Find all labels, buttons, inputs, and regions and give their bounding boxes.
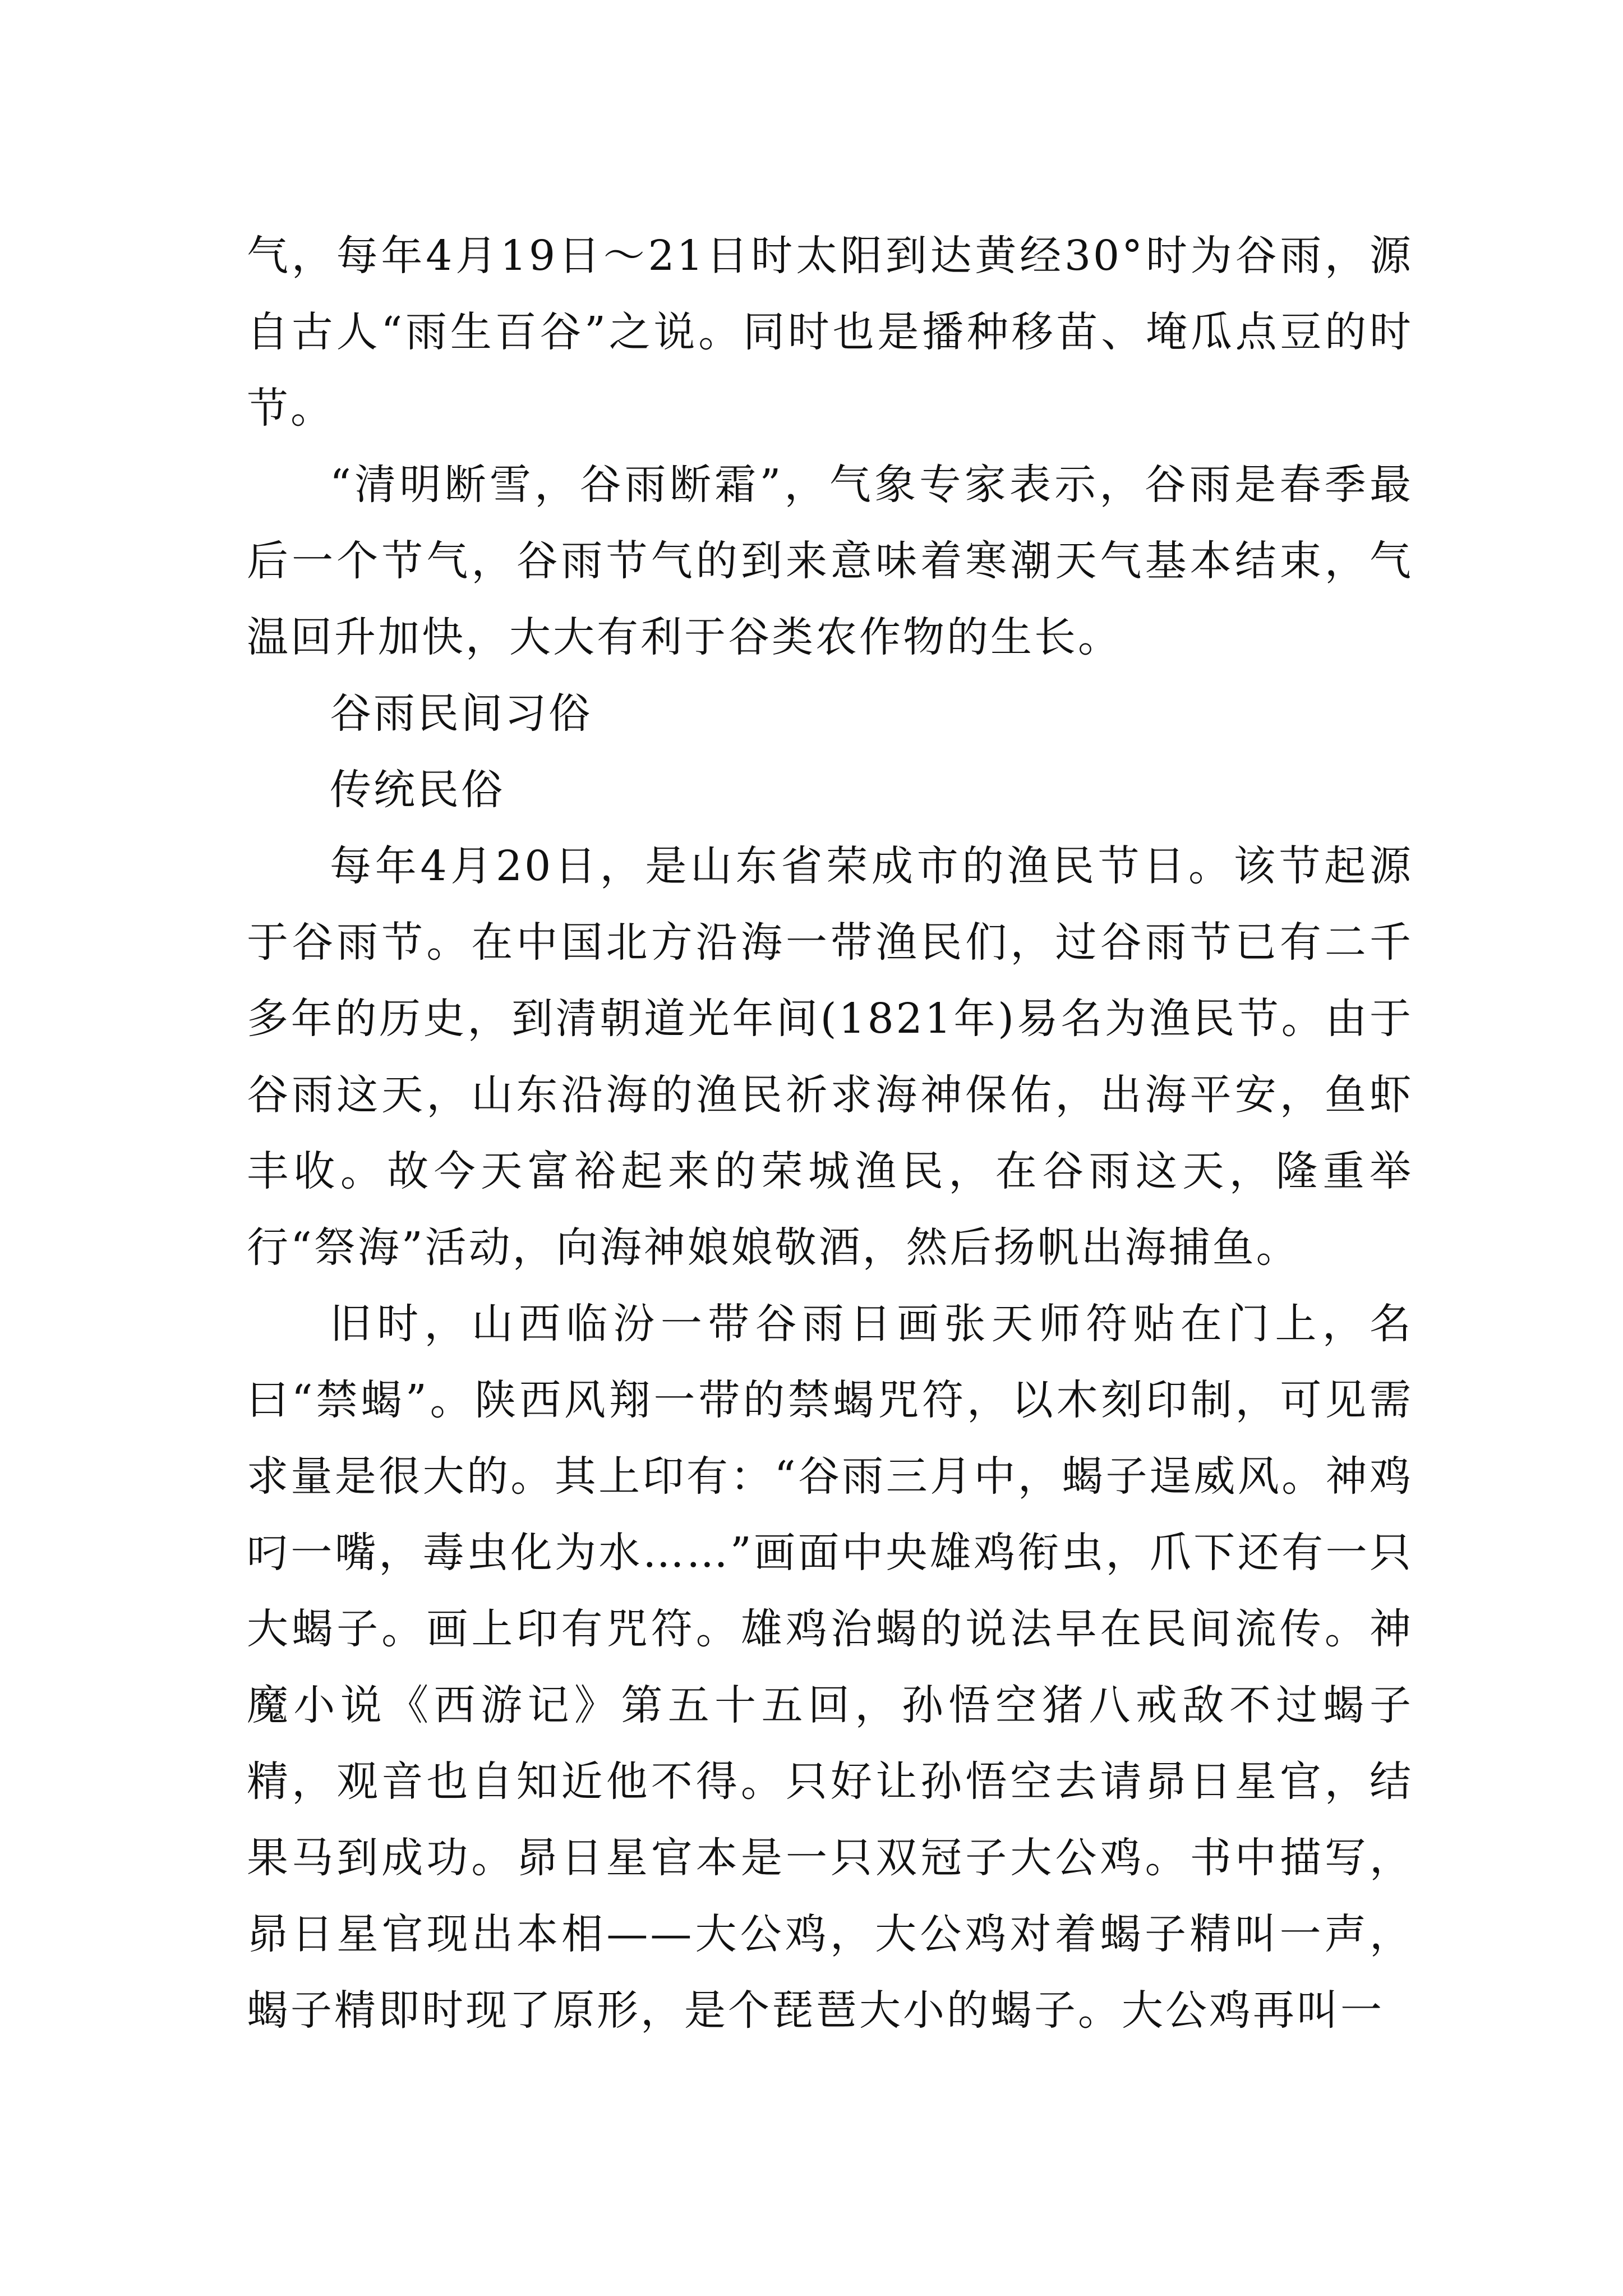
section-heading-folk-customs: 谷雨民间习俗: [330, 689, 592, 738]
body-text: [247, 218, 1413, 2049]
subheading-traditional-customs: 传统民俗: [330, 766, 505, 814]
paragraph-frost-note: “清明断雪，谷雨断霜”，气象专家表示，谷雨是春季最后一个节气，谷雨节气的到来意味着寒潮天气基本结束，气温回升加快，大大有利于谷类农作物的生长。: [247, 461, 1413, 661]
paragraph-scorpion-charm: 旧时，山西临汾一带谷雨日画张天师符贴在门上，名曰“禁蝎”。陕西风翔一带的禁蝎咒符，以木刻印制，可见需求量是很大的。其上印有：“谷雨三月中，蝎子逞威风。神鸡叼一嘴，毒虫化为水……”画面中央雄鸡衔虫，爪下还有一只大蝎子。画上印有咒符。雄鸡治蝎的说法早在民间流传。神魔小说《西游记》第五十五回，孙悟空猪八戒敌不过蝎子精，观音也自知近他不得。只好让孙悟空去请昴日星官，结果马到成功。昴日星官本是一只双冠子大公鸡。书中描写，昴日星官现出本相——大公鸡，大公鸡对着蝎子精叫一声，蝎子精即时现了原形，是个琵琶大小的蝎子。大公鸡再叫一: [247, 1300, 1413, 2035]
paragraph-fishermen-festival: 每年4月20日，是山东省荣成市的渔民节日。该节起源于谷雨节。在中国北方沿海一带渔民们，过谷雨节已有二千多年的历史，到清朝道光年间(1821年)易名为渔民节。由于谷雨这天，山东沿海的渔民祈求海神保佑，出海平安，鱼虾丰收。故今天富裕起来的荣城渔民，在谷雨这天，隆重举行“祭海”活动，向海神娘娘敬酒，然后扬帆出海捕鱼。: [247, 842, 1413, 1272]
paragraph-continuation: 气，每年4月19日～21日时太阳到达黄经30°时为谷雨，源自古人“雨生百谷”之说。同时也是播种移苗、埯瓜点豆的时节。: [247, 232, 1413, 432]
